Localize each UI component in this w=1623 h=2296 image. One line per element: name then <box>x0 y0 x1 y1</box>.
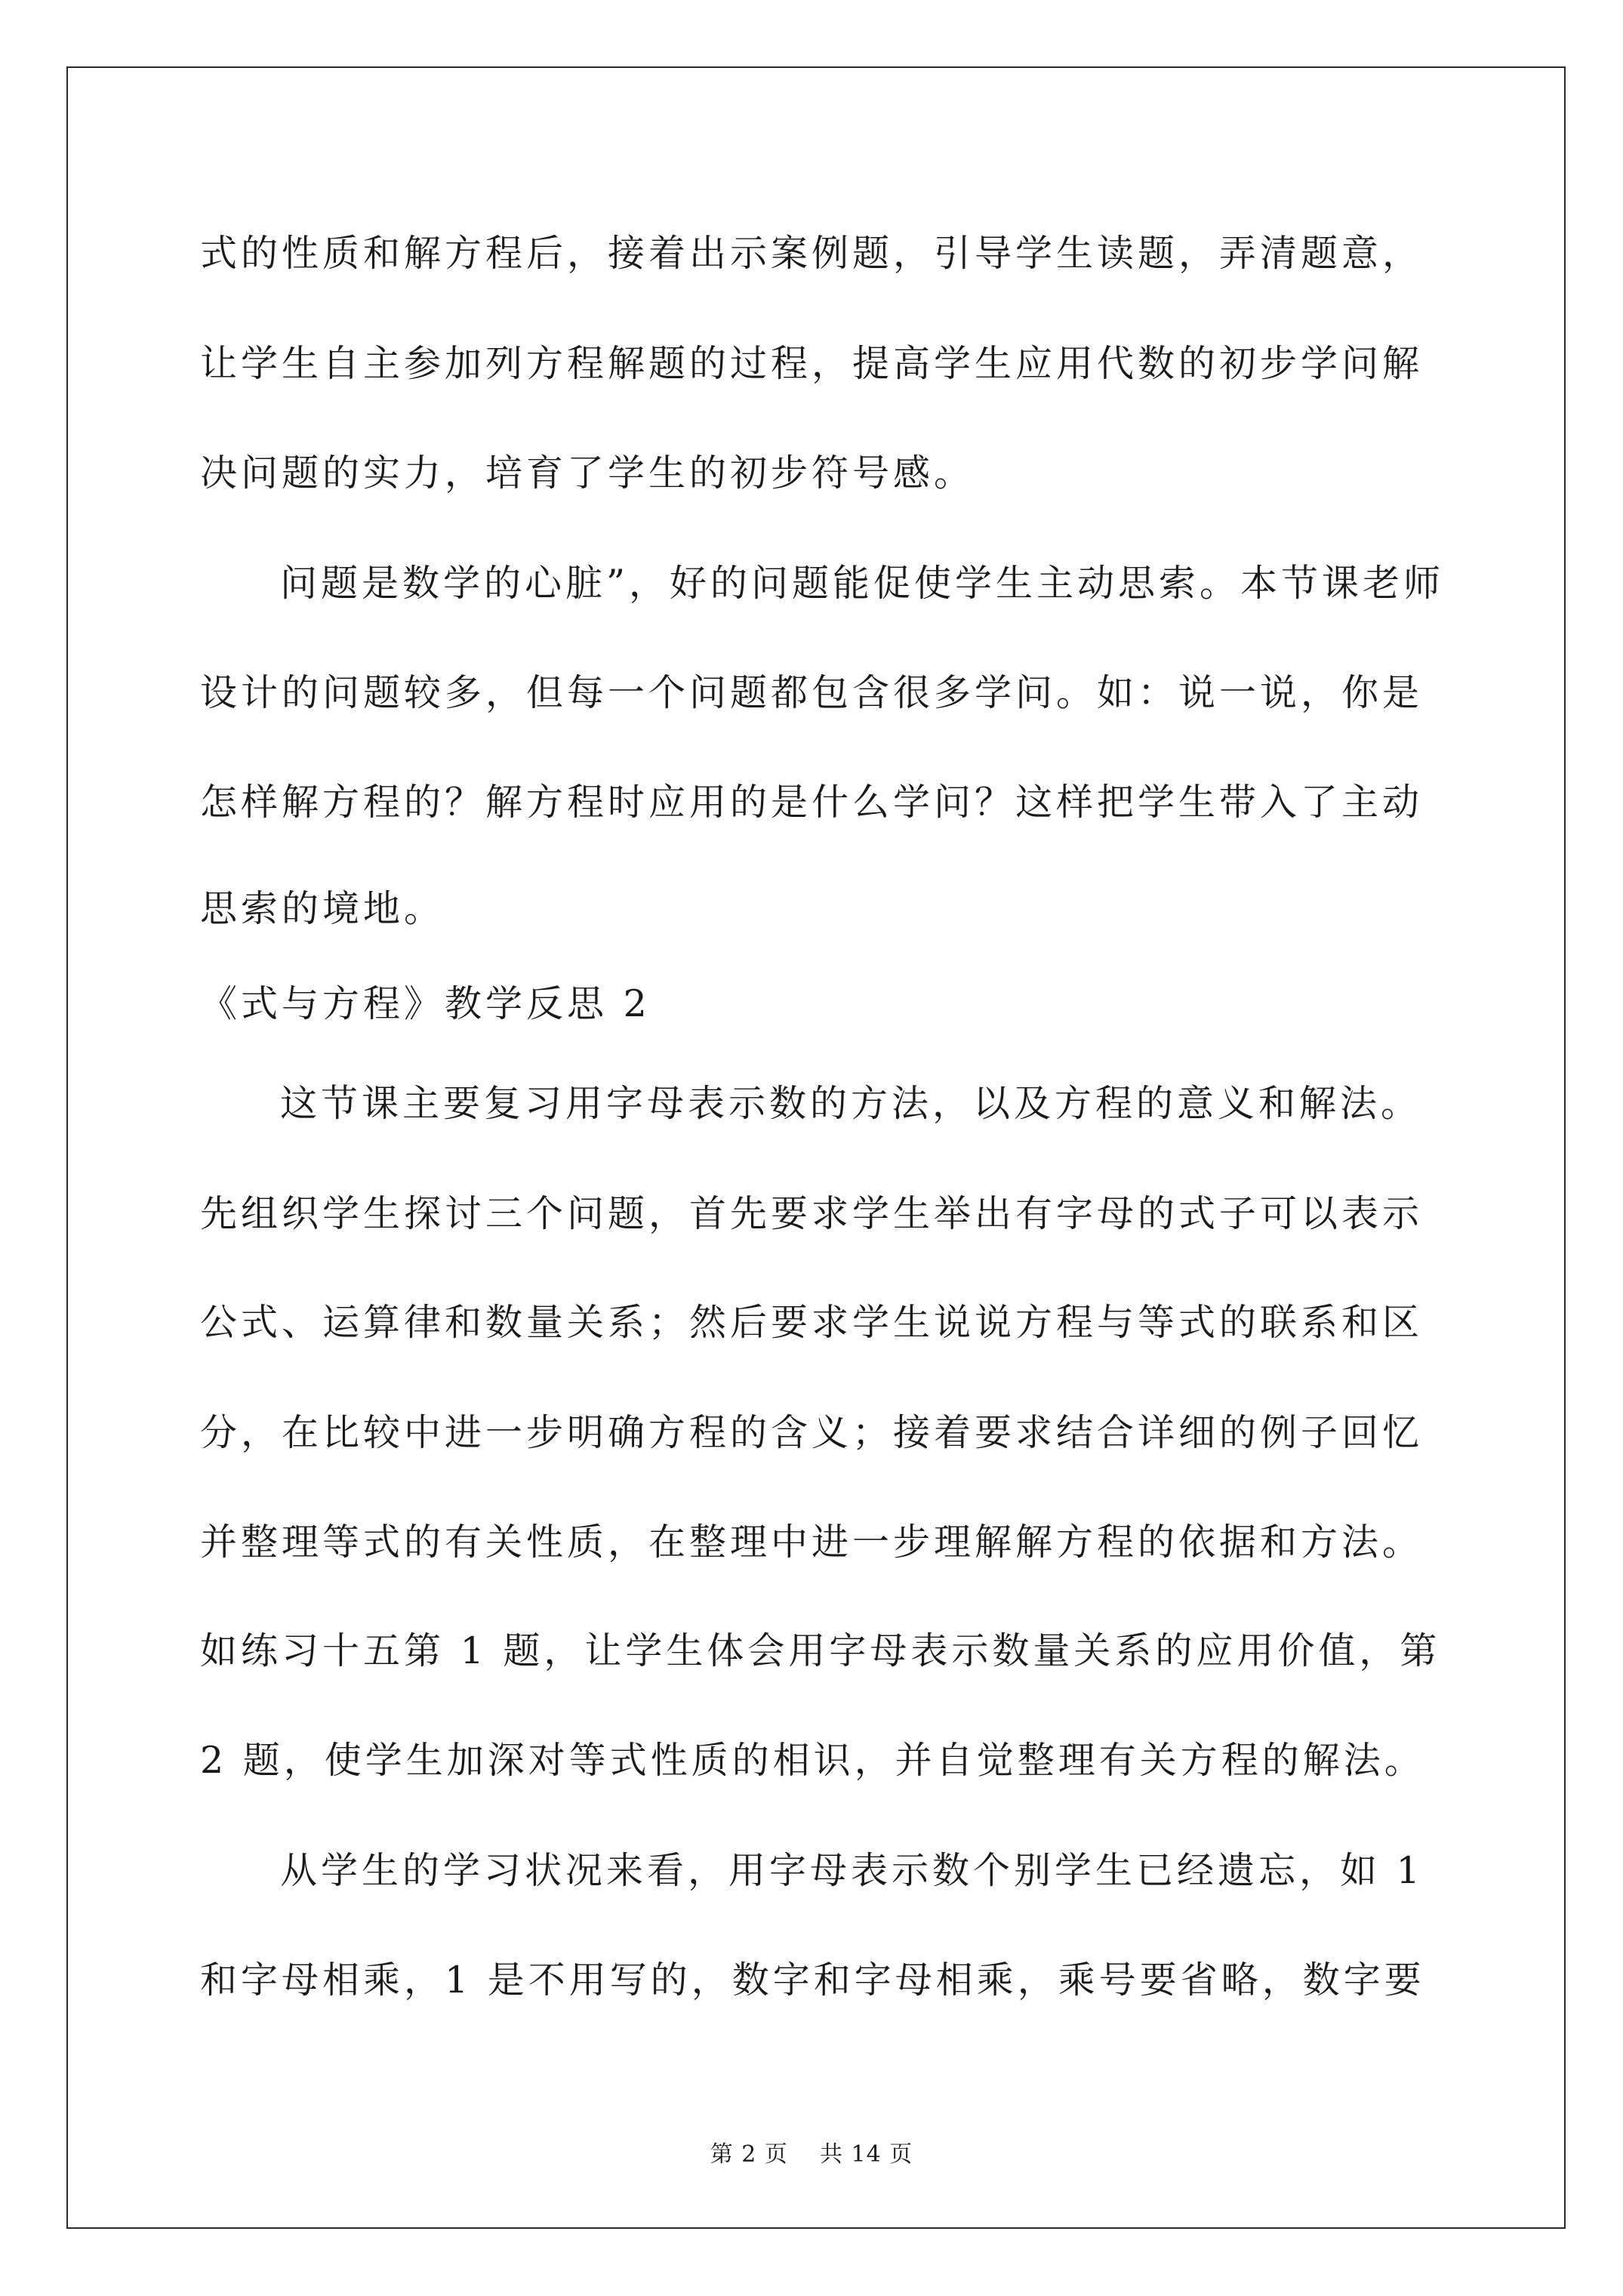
paragraph-line: 并整理等式的有关性质，在整理中进一步理解解方程的依据和方法。 <box>200 1521 1424 1564</box>
paragraph-line: 决问题的实力，培育了学生的初步符号感。 <box>200 451 975 495</box>
paragraph-line: 从学生的学习状况来看，用字母表示数个别学生已经遗忘，如 1 <box>280 1849 1424 1892</box>
paragraph-line: 公式、运算律和数量关系；然后要求学生说说方程与等式的联系和区 <box>200 1301 1424 1344</box>
paragraph-line: 分，在比较中进一步明确方程的含义；接着要求结合详细的例子回忆 <box>200 1411 1424 1454</box>
section-heading: 《式与方程》教学反思 2 <box>200 982 651 1025</box>
paragraph-line: 这节课主要复习用字母表示数的方法，以及方程的意义和解法。 <box>280 1082 1422 1125</box>
paragraph-line: 和字母相乘，1 是不用写的，数字和字母相乘，乘号要省略，数字要 <box>200 1959 1425 2002</box>
paragraph-line: 设计的问题较多，但每一个问题都包含很多学问。如：说一说，你是 <box>200 671 1424 714</box>
paragraph-line: 先组织学生探讨三个问题，首先要求学生举出有字母的式子可以表示 <box>200 1192 1424 1235</box>
paragraph-line: 式的性质和解方程后，接着出示案例题，引导学生读题，弄清题意， <box>200 232 1424 275</box>
paragraph-line: 怎样解方程的？解方程时应用的是什么学问？这样把学生带入了主动 <box>200 781 1424 824</box>
page-border <box>66 66 1566 2229</box>
page-number-footer: 第 2 页 共 14 页 <box>710 2141 913 2168</box>
paragraph-line: 让学生自主参加列方程解题的过程，提高学生应用代数的初步学问解 <box>200 342 1424 385</box>
paragraph-line: 2 题，使学生加深对等式性质的相识，并自觉整理有关方程的解法。 <box>200 1739 1425 1782</box>
paragraph-line: 思索的境地。 <box>200 887 445 930</box>
paragraph-line: 如练习十五第 1 题，让学生体会用字母表示数量关系的应用价值，第 <box>200 1629 1441 1672</box>
paragraph-line: 问题是数学的心脏”，好的问题能促使学生主动思索。本节课老师 <box>280 562 1445 605</box>
